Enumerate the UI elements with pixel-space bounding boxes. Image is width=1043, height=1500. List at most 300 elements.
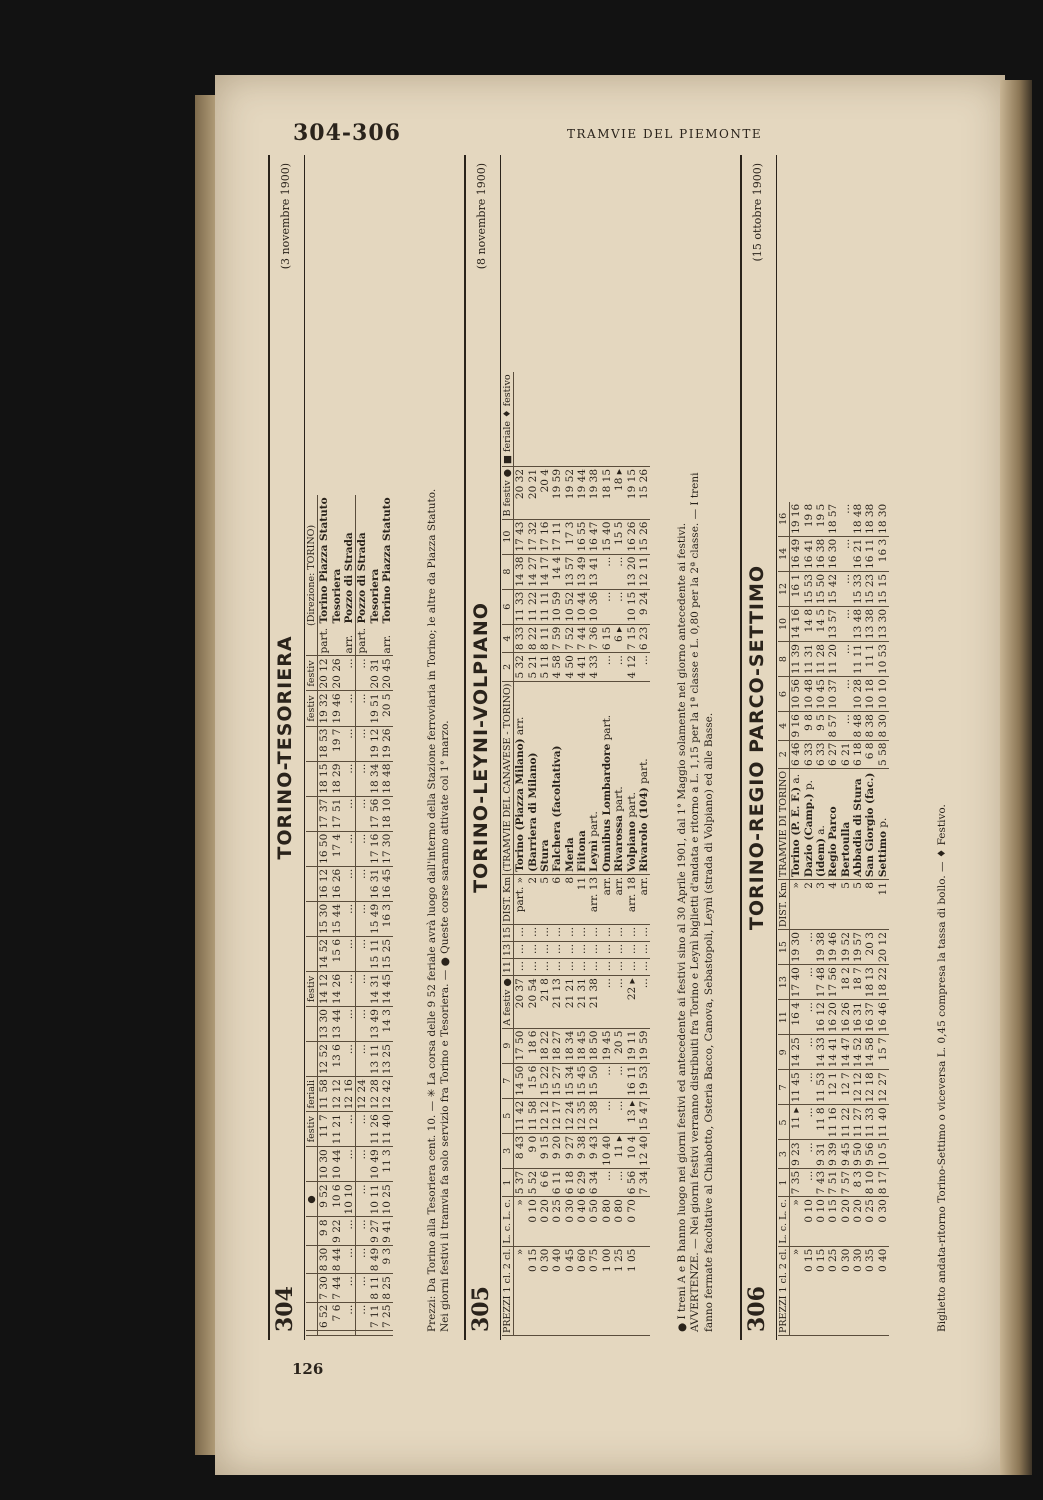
time-cell: 17 32 [527, 519, 539, 554]
time-cell: 9 45 [840, 1140, 852, 1168]
time-cell: 10 52 [564, 589, 576, 624]
time-cell: 17 3 [564, 519, 576, 554]
price-2cl: 0 25 [551, 1197, 563, 1246]
col-head [306, 726, 318, 761]
col-head: feriali [306, 1077, 318, 1112]
timetable-304 [306, 495, 393, 1336]
station-cell [514, 681, 527, 874]
time-cell: ... [514, 959, 527, 976]
station-cell [331, 495, 343, 656]
time-cell: 19 38 [588, 467, 600, 520]
time-cell: 13 57 [564, 554, 576, 589]
station-cell [343, 495, 356, 656]
time-cell: 19 57 [852, 930, 864, 965]
km-cell: 8 [864, 880, 876, 930]
time-cell: 17 43 [514, 519, 527, 554]
table-row [613, 372, 625, 1335]
time-cell: 15 25 [381, 936, 393, 971]
train-head: 9 [502, 1028, 514, 1063]
section-date: (3 novembre 1900) [279, 163, 292, 270]
time-cell: 20 45 [381, 656, 393, 691]
section-306-header [740, 155, 777, 1340]
price-2cl [638, 1197, 650, 1246]
train-head: 10 [778, 606, 790, 641]
time-cell: 17 30 [381, 831, 393, 866]
time-cell: ... [343, 761, 356, 796]
time-cell: 18 29 [331, 761, 343, 796]
time-cell: ... [551, 924, 563, 941]
dist-head: DIST. Km [778, 880, 790, 930]
timetable-306 [778, 502, 889, 1336]
time-cell: ... [626, 941, 638, 958]
note-line: ● I treni A e B hanno luogo nei giorni festivi ed antecedente ai festivi sino al 30 Aprile 1901, dal 1° Maggio solamente nel giorno antecedente ai festivi. [676, 522, 688, 1332]
time-cell: ... [613, 976, 625, 1028]
time-cell: 10 49 [369, 1147, 381, 1182]
train-head: 6 [502, 589, 514, 624]
price-2cl: 0 20 [539, 1197, 551, 1246]
station-name: Leynì [588, 840, 601, 872]
time-cell: 15 47 [638, 1098, 650, 1133]
price-1cl: 0 30 [852, 1246, 864, 1335]
page-header [285, 118, 985, 148]
price-1cl: 0 15 [803, 1246, 815, 1335]
time-cell: 7 34 [638, 1168, 650, 1196]
arrival-mark: arr. [514, 716, 527, 739]
time-cell: ... [840, 642, 852, 677]
time-cell: 10 53 [877, 642, 889, 677]
station-name: (idem) [814, 838, 827, 878]
time-cell: 7 43 [815, 1168, 827, 1196]
station-name: Pozzo di Strada [342, 532, 355, 624]
time-cell: 19 11 [626, 1028, 638, 1063]
time-cell: ... [803, 1035, 815, 1070]
time-cell: 17 16 [369, 831, 381, 866]
time-cell: ... [601, 941, 613, 958]
station-name: Stura [538, 839, 551, 872]
time-cell: 19 38 [815, 930, 827, 965]
time-cell: 8 3 [852, 1168, 864, 1196]
time-cell: 17 40 [790, 965, 803, 1000]
col-head [306, 796, 318, 831]
time-cell: 18 15 [318, 761, 331, 796]
time-cell: 14 8 [803, 606, 815, 641]
time-cell: ... [527, 941, 539, 958]
price-2cl: 0 80 [613, 1197, 625, 1246]
time-cell: 19 45 [601, 1028, 613, 1063]
station-name: Rivarossa [613, 815, 626, 872]
time-cell: ... [840, 502, 852, 537]
stop-mark: part. [356, 627, 369, 654]
time-cell: 11 7 [318, 1112, 331, 1147]
time-cell: 19 59 [638, 1028, 650, 1063]
time-cell: 16 3 [877, 536, 889, 571]
station-cell [613, 681, 625, 874]
table-row [527, 372, 539, 1335]
km-cell: part. » [514, 874, 527, 924]
time-cell: 6 ▸ [613, 624, 625, 652]
time-cell: ... [343, 1007, 356, 1042]
filler [601, 372, 613, 466]
time-cell: ... [527, 924, 539, 941]
time-cell: ... [343, 726, 356, 761]
time-cell: 16 12 [318, 866, 331, 901]
time-cell: 6 23 [638, 624, 650, 652]
time-cell: 19 46 [331, 691, 343, 726]
time-cell: ... [588, 941, 600, 958]
arrival-mark: part. [600, 714, 613, 744]
time-cell: 15 7 [877, 1035, 889, 1070]
time-cell: 16 41 [803, 536, 815, 571]
time-cell: 9 27 [369, 1217, 381, 1245]
time-cell: ... [638, 653, 650, 681]
time-cell: 8 38 [864, 712, 876, 740]
price-2cl: 0 10 [815, 1197, 827, 1246]
time-cell: 15 34 [564, 1063, 576, 1098]
station-name: Merla [563, 837, 576, 872]
timetable-305 [502, 372, 650, 1336]
time-cell: ... [840, 677, 852, 712]
time-cell: 8 10 [864, 1168, 876, 1196]
time-cell: 12 27 [877, 1070, 889, 1105]
time-cell: ... [356, 1245, 369, 1273]
time-cell: 6 29 [576, 1168, 588, 1196]
train-head: 5 [778, 1105, 790, 1140]
price-1cl: 0 40 [877, 1246, 889, 1335]
station-name: Dazio (Camp.) [802, 793, 815, 878]
time-cell: ... [803, 1168, 815, 1196]
time-cell: ... [613, 959, 625, 976]
time-cell: 12 1 [827, 1070, 839, 1105]
station-cell [852, 768, 864, 879]
km-cell: arr. [613, 874, 625, 924]
time-cell: ... [356, 866, 369, 901]
time-cell: 14 16 [790, 606, 803, 641]
km-cell: arr. 13 [588, 874, 600, 924]
km-cell: 5 [840, 880, 852, 930]
time-cell: 16 31 [852, 1000, 864, 1035]
time-cell: 7 44 [576, 624, 588, 652]
operator-head: (TRAMVIE DEL CANAVESE - TORINO) [502, 681, 514, 874]
time-cell: 10 37 [827, 677, 839, 712]
time-cell: 8 30 [877, 712, 889, 740]
filler [564, 372, 576, 466]
header-row [778, 502, 790, 1336]
time-cell: ... [564, 924, 576, 941]
price-2cl: 0 50 [588, 1197, 600, 1246]
time-cell: ... [626, 959, 638, 976]
price-2cl: 0 20 [840, 1197, 852, 1246]
time-cell: 11 27 [852, 1105, 864, 1140]
section-number: 306 [744, 1286, 770, 1332]
table-row [564, 372, 576, 1335]
time-cell: 17 4 [331, 831, 343, 866]
time-cell: ... [539, 924, 551, 941]
time-cell: 16 11 [626, 1063, 638, 1098]
time-cell: ... [514, 941, 527, 958]
time-cell: 9 20 [551, 1133, 563, 1168]
col-head [306, 866, 318, 901]
station-cell [381, 495, 393, 656]
station-cell [318, 495, 331, 656]
section-304-header [268, 155, 305, 1340]
train-head: 12 [778, 571, 790, 606]
time-cell: 13 30 [318, 1007, 331, 1042]
time-cell: 15 11 [369, 936, 381, 971]
time-cell: 11 3 [381, 1147, 393, 1182]
time-cell: 15 27 [551, 1063, 563, 1098]
time-cell: 12 11 [638, 554, 650, 589]
time-cell: 11 39 [790, 642, 803, 677]
arrival-mark: part. [637, 758, 650, 788]
time-cell: 16 26 [626, 519, 638, 554]
time-cell: 14 31 [369, 972, 381, 1007]
note-line: Prezzi: Da Torino alla Tesoriera cent. 10. — ✳ La corsa delle 9 52 feriale avrà luogo dall'interno della Stazione ferroviaria in Torino; le altre da Piazza Statuto. [426, 488, 438, 1332]
time-cell: ... [343, 901, 356, 936]
table-row [803, 502, 815, 1336]
time-cell: 7 59 [551, 624, 563, 652]
row-mark [318, 1331, 331, 1336]
time-cell: 18 ▸ [613, 467, 625, 520]
time-cell: 14 58 [864, 1035, 876, 1070]
time-cell: 14 25 [790, 1035, 803, 1070]
notes-306 [936, 162, 949, 1332]
station-name: Volpiano [625, 820, 638, 872]
price-1cl: 0 15 [527, 1246, 539, 1335]
table-row [852, 502, 864, 1336]
time-cell: 17 50 [514, 1028, 527, 1063]
time-cell: ... [601, 959, 613, 976]
time-cell: ... [638, 941, 650, 958]
time-cell: 9 41 [381, 1217, 393, 1245]
time-cell: ... [356, 1217, 369, 1245]
station-name: San Giorgio (fac.) [864, 772, 877, 878]
page-range: 304-306 [293, 120, 401, 146]
price-2cl: 0 30 [564, 1197, 576, 1246]
time-cell: 12 12 [539, 1098, 551, 1133]
time-cell: 11 ▸ [790, 1105, 803, 1140]
col-head: festiv [306, 972, 318, 1007]
time-cell: 14 45 [381, 972, 393, 1007]
time-cell: 15 15 [877, 571, 889, 606]
col-head: festiv [306, 1112, 318, 1147]
station-name: Pozzo di Strada [356, 532, 369, 624]
km-cell: 5 [852, 880, 864, 930]
time-cell: 14 26 [331, 972, 343, 1007]
time-cell: 11 21 [331, 1112, 343, 1147]
time-cell: 6 18 [852, 740, 864, 768]
header-row [306, 495, 318, 1335]
time-cell: 18 30 [877, 502, 889, 537]
time-cell: 19 46 [827, 930, 839, 965]
time-cell: 10 30 [318, 1147, 331, 1182]
time-cell: 13 11 [369, 1042, 381, 1077]
time-cell: ... [601, 589, 613, 624]
time-cell: 11 28 [815, 642, 827, 677]
price-1cl: » [514, 1246, 527, 1335]
time-cell: 7 25 [381, 1302, 393, 1330]
train-head: 15 [778, 930, 790, 965]
time-cell: 7 51 [827, 1168, 839, 1196]
time-cell: 16 38 [815, 536, 827, 571]
filler [514, 372, 527, 466]
time-cell: 9 43 [588, 1133, 600, 1168]
row-mark [381, 1331, 393, 1336]
train-head: 1 [502, 1168, 514, 1196]
time-cell: 6 21 [840, 740, 852, 768]
station-name: Fiitona [576, 830, 589, 872]
time-cell: 10 48 [803, 677, 815, 712]
time-cell: 20 32 [514, 467, 527, 520]
time-cell: 6 56 [626, 1168, 638, 1196]
table-row [318, 495, 331, 1335]
time-cell: 16 55 [576, 519, 588, 554]
stop-mark: arr. [342, 634, 355, 654]
time-cell: 19 16 [790, 502, 803, 537]
time-cell: 12 18 [864, 1070, 876, 1105]
price-1cl: 0 15 [815, 1246, 827, 1335]
col-head [306, 936, 318, 971]
time-cell: 15 42 [827, 571, 839, 606]
time-cell: 13 41 [588, 554, 600, 589]
arrival-mark: part. [625, 792, 638, 821]
time-cell: 13 6 [331, 1042, 343, 1077]
time-cell: 4 50 [564, 653, 576, 681]
time-cell: 17 56 [827, 965, 839, 1000]
time-cell: 15 50 [815, 571, 827, 606]
time-cell: 13 48 [852, 606, 864, 641]
train-head: 4 [502, 624, 514, 652]
train-head: 11 [502, 959, 514, 976]
rotated-timetable-area [268, 155, 948, 1340]
time-cell: ... [613, 554, 625, 589]
time-cell: 19 51 [369, 691, 381, 726]
time-cell: 12 24 [356, 1077, 369, 1112]
time-cell: 13 44 [331, 1007, 343, 1042]
direction-note: (Direzione: TORINO) [306, 495, 318, 656]
time-cell: ... [343, 831, 356, 866]
time-cell: 16 30 [827, 536, 839, 571]
price-1cl: 1 05 [626, 1246, 638, 1335]
time-cell: 20 21 [527, 467, 539, 520]
station-cell [369, 495, 381, 656]
dist-head: DIST. Km [502, 874, 514, 924]
time-cell: 10 18 [864, 677, 876, 712]
time-cell: 8 25 [381, 1274, 393, 1302]
time-cell: 11 45 [790, 1070, 803, 1105]
time-cell: 20 54 [527, 976, 539, 1028]
time-cell: 20 5 [381, 691, 393, 726]
train-head: 2 [778, 740, 790, 768]
time-cell: 18 57 [827, 502, 839, 537]
price-1cl: » [790, 1246, 803, 1335]
time-cell: 14 33 [815, 1035, 827, 1070]
col-head: ● [306, 1182, 318, 1217]
station-cell [815, 768, 827, 879]
table-row [601, 372, 613, 1335]
time-cell: 14 52 [318, 936, 331, 971]
section-305-header [464, 155, 501, 1340]
time-cell: 20 12 [318, 656, 331, 691]
time-cell: 19 53 [638, 1063, 650, 1098]
train-head: 6 [778, 677, 790, 712]
time-cell: 9 52 [318, 1182, 331, 1217]
filler [551, 372, 563, 466]
station-cell [564, 681, 576, 874]
time-cell: 15 22 [539, 1063, 551, 1098]
train-head: 5 [502, 1098, 514, 1133]
time-cell: 19 26 [381, 726, 393, 761]
time-cell: 18 48 [852, 502, 864, 537]
time-cell: ... [613, 653, 625, 681]
station-name: Omnibus Lombardore [600, 743, 613, 872]
time-cell: 8 48 [852, 712, 864, 740]
station-cell [877, 768, 889, 879]
time-cell: 5 11 [539, 653, 551, 681]
time-cell: 14 38 [514, 554, 527, 589]
time-cell: ... [343, 866, 356, 901]
time-cell: 9 31 [815, 1140, 827, 1168]
time-cell: 5 52 [527, 1168, 539, 1196]
time-cell: 16 12 [815, 1000, 827, 1035]
station-name: Regio Parco [827, 806, 840, 878]
time-cell: ... [356, 1147, 369, 1182]
time-cell: 15 26 [638, 519, 650, 554]
time-cell: 16 31 [369, 866, 381, 901]
km-cell: arr. [638, 874, 650, 924]
table-row [638, 372, 650, 1335]
time-cell: 11 33 [514, 589, 527, 624]
time-cell: 9 27 [564, 1133, 576, 1168]
time-cell: 6 52 [318, 1302, 331, 1330]
time-cell: 9 39 [827, 1140, 839, 1168]
time-cell: 10 44 [576, 589, 588, 624]
price-1cl: 0 35 [864, 1246, 876, 1335]
table-row [343, 495, 356, 1335]
stop-mark: arr. [381, 634, 394, 654]
time-cell: 13 49 [369, 1007, 381, 1042]
time-cell: 9 5 [815, 712, 827, 740]
time-cell: ... [551, 959, 563, 976]
time-cell: 11 16 [827, 1105, 839, 1140]
time-cell: 19 5 [815, 502, 827, 537]
time-cell: ... [803, 1070, 815, 1105]
time-cell: 14 3 [381, 1007, 393, 1042]
price-1cl: 1 00 [601, 1246, 613, 1335]
col-head [306, 901, 318, 936]
time-cell: 12 16 [343, 1077, 356, 1112]
time-cell: 18 6 [527, 1028, 539, 1063]
time-cell: 20 26 [331, 656, 343, 691]
price-2cl: 0 25 [864, 1197, 876, 1246]
time-cell: ... [356, 1274, 369, 1302]
km-cell: 4 [827, 880, 839, 930]
time-cell: ... [601, 1168, 613, 1196]
time-cell: 8 57 [827, 712, 839, 740]
header-row [502, 372, 514, 1335]
time-cell: 10 10 [877, 677, 889, 712]
time-cell: 18 27 [551, 1028, 563, 1063]
time-cell: 15 26 [638, 467, 650, 520]
time-cell: 10 5 [877, 1140, 889, 1168]
km-cell: 11 [877, 880, 889, 930]
time-cell: 11 22 [840, 1105, 852, 1140]
time-cell: 13 30 [877, 606, 889, 641]
time-cell: 20 4 [539, 467, 551, 520]
time-cell: ... [356, 1007, 369, 1042]
time-cell: ... [527, 959, 539, 976]
time-cell: 7 44 [331, 1274, 343, 1302]
train-head: 8 [778, 642, 790, 677]
